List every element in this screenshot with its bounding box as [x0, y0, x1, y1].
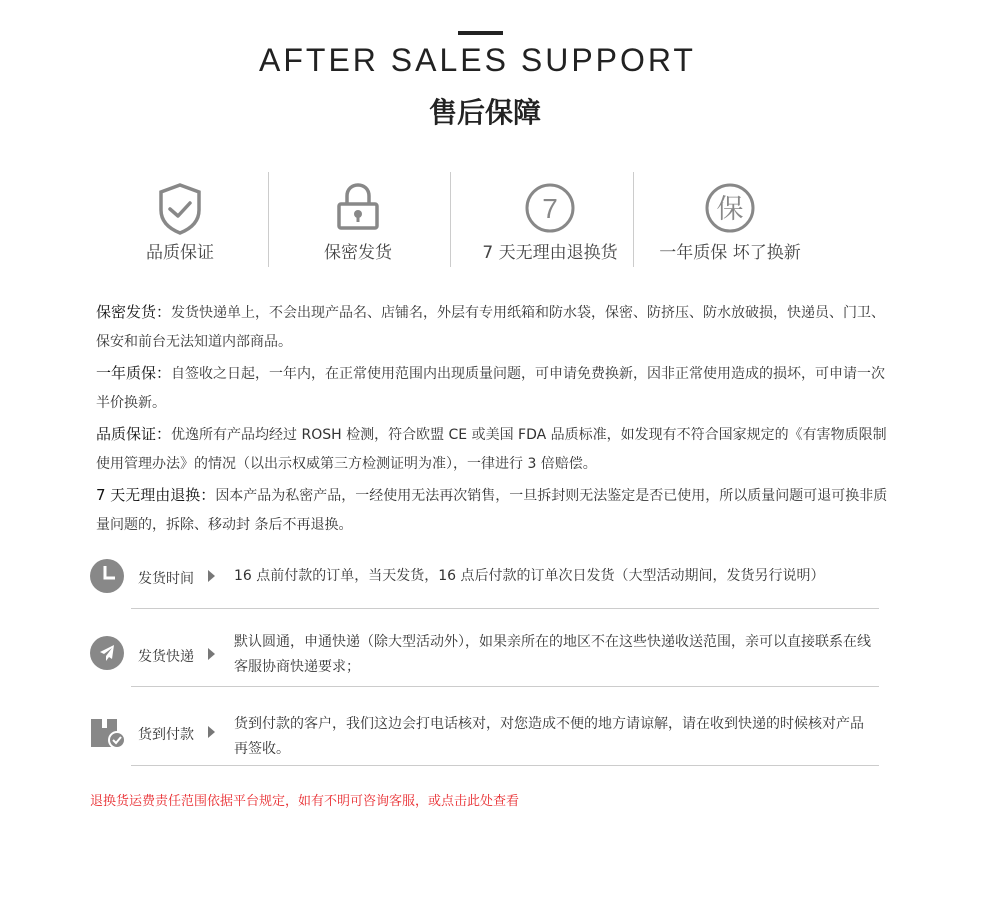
shipping-label: 货到付款 [138, 727, 194, 743]
seven-circle-icon [524, 182, 576, 238]
policy-item [96, 298, 896, 357]
feature-warranty [650, 172, 810, 268]
svg-text:保: 保 [716, 194, 744, 225]
return-policy-link[interactable]: 退换货运费责任范围依据平台规定，如有不明可咨询客服，或点击此处查看 [90, 794, 520, 809]
policy-item [96, 420, 896, 479]
feature-confidential [293, 172, 423, 268]
shipping-row-cod [90, 708, 880, 766]
bao-circle-icon [704, 182, 756, 238]
arrow-right-icon [208, 648, 215, 660]
policy-text: 优逸所有产品均经过 ROSH 检测，符合欧盟 CE 或美国 FDA 品质标准，如发现有不符合国家规定的《有害物质限制使用管理办法》的情况（以出示权威第三方检测证明为准），一律进行 3 倍赔偿。 [96, 427, 887, 472]
policy-text: 发货快递单上，不会出现产品名、店铺名，外层有专用纸箱和防水袋，保密、防挤压、防水放破损，快递员、门卫、保安和前台无法知道内部商品。 [96, 305, 886, 350]
policy-item [96, 359, 896, 418]
feature-strip [95, 172, 823, 268]
title-accent-bar [458, 31, 503, 35]
shipping-row-time [90, 558, 880, 610]
feature-seven-day-return [470, 172, 630, 268]
shipping-label: 发货快递 [138, 649, 194, 665]
shipping-text: 默认圆通，申通快递（除大型活动外），如果亲所在的地区不在这些快递收送范围，亲可以直接联系在线客服协商快递要求； [234, 634, 871, 675]
policy-text: 自签收之日起，一年内，在正常使用范围内出现质量问题，可申请免费换新，因非正常使用造成的损坏，可申请一次半价换新。 [96, 366, 886, 411]
row-divider [131, 686, 879, 687]
arrow-right-icon [208, 726, 215, 738]
row-divider [131, 608, 879, 609]
feature-label: 一年质保 坏了换新 [659, 243, 801, 263]
feature-label: 品质保证 [146, 243, 214, 263]
feature-label: 7 天无理由退换货 [482, 243, 618, 263]
svg-text:7: 7 [542, 193, 558, 224]
policy-title: 保密发货： [96, 303, 172, 321]
policy-list [96, 298, 896, 542]
shipping-label: 发货时间 [138, 571, 194, 587]
shipping-row-courier [90, 630, 880, 688]
feature-divider [450, 172, 451, 267]
policy-title: 一年质保： [96, 364, 172, 382]
page-title-english: AFTER SALES SUPPORT [259, 42, 696, 78]
policy-text: 因本产品为私密产品，一经使用无法再次销售，一旦拆封则无法鉴定是否已使用，所以质量问题可退可换非质量问题的，拆除、移动封 条后不再退换。 [96, 488, 888, 533]
arrow-right-icon [208, 570, 215, 582]
airplane-icon [90, 636, 124, 674]
feature-label: 保密发货 [324, 243, 392, 263]
shipping-text: 16 点前付款的订单，当天发货，16 点后付款的订单次日发货（大型活动期间，发货另行说明） [234, 568, 825, 584]
policy-item [96, 481, 896, 540]
feature-divider [268, 172, 269, 267]
shield-check-icon [157, 182, 203, 240]
padlock-icon [335, 182, 381, 236]
shipping-text: 货到付款的客户，我们这边会打电话核对，对您造成不便的地方请谅解，请在收到快递的时候核对产品再签收。 [234, 716, 864, 757]
policy-title: 7 天无理由退换： [96, 486, 216, 504]
package-check-icon [90, 715, 126, 753]
feature-divider [633, 172, 634, 267]
row-divider [131, 765, 879, 766]
page-title-chinese: 售后保障 [428, 96, 541, 129]
clock-icon [90, 559, 124, 597]
feature-quality [115, 172, 245, 268]
policy-title: 品质保证： [96, 425, 172, 443]
